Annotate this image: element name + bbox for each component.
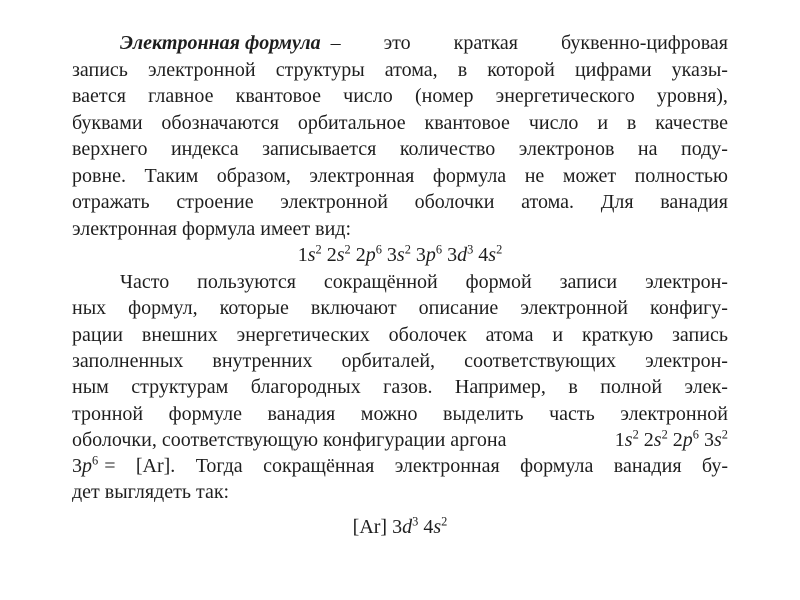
formula-term: $2s^2$ xyxy=(326,242,351,266)
paragraph-2-line-1: Часто пользуются сокращённой формой записи электрон- xyxy=(120,271,728,293)
argon-config-formula-cont xyxy=(72,453,98,479)
noble-gas-core: [Ar] xyxy=(352,516,388,538)
paragraph-2-line-2: ных формул, которые включают описание электронной конфигу- xyxy=(72,297,728,320)
paragraph-1-rest: – это краткая буквенно-цифровая xyxy=(330,32,728,54)
formula-term: $3s^2$ xyxy=(386,242,411,266)
paragraph-1-line-1 xyxy=(72,30,728,56)
paragraph-1-line-5: верхнего индекса записывается количество электронов на поду- xyxy=(72,138,728,160)
paragraph-2-line-5: ным структурам благородных газов. Например, в полной элек- xyxy=(72,376,728,399)
formula-term: $1s^2$ xyxy=(297,242,322,266)
formula-term: $4s^2$ xyxy=(423,514,448,538)
argon-config-text: оболочки, соответствующую конфигурации аргона xyxy=(72,429,507,451)
formula-term: $3p^6$ xyxy=(415,242,443,266)
short-formula-intro: = [Ar]. Тогда сокращённая электронная формула ванадия бу- xyxy=(104,455,728,477)
formula-term: $3d^3$ xyxy=(392,514,419,538)
paragraph-2-line-7 xyxy=(72,427,728,453)
paragraph-2-line-4: заполненных внутренних орбиталей, соответствующих электрон- xyxy=(72,349,728,372)
paragraph-1-line-8: электронная формула имеет вид: xyxy=(72,217,352,240)
formula-term: $2p^6$ xyxy=(672,427,699,451)
paragraph-2-line-8 xyxy=(72,453,728,479)
formula-term: $1s^2$ xyxy=(614,427,639,451)
paragraph-1-line-4: буквами обозначаются орбитальное квантовое число и в качестве xyxy=(72,111,728,134)
formula-term: $3d^3$ xyxy=(447,242,474,266)
paragraph-1-line-7: отражать строение электронной оболочки атома. Для ванадия xyxy=(72,191,728,213)
paragraph-2-line-9 xyxy=(72,479,728,505)
formula-term: $3s^2$ xyxy=(704,427,728,451)
formula-term: $2p^6$ xyxy=(355,242,382,266)
formula-term: $2s^2$ xyxy=(643,427,668,451)
formula-term: $3p^6$ xyxy=(72,453,99,477)
paragraph-1-line-3: вается главное квантовое число (номер энергетического уровня), xyxy=(72,85,728,107)
paragraph-2-line-3: рации внешних энергетических оболочек атома и краткую запись xyxy=(72,323,728,346)
formula-term: $4s^2$ xyxy=(478,242,503,266)
argon-config-formula xyxy=(615,427,728,453)
vanadium-short-formula xyxy=(72,514,728,540)
short-formula-lead: дет выглядеть так: xyxy=(72,481,230,503)
paragraph-2-line-6: тронной формуле ванадия можно выделить часть электронной xyxy=(72,402,728,425)
term-electron-formula: Электронная формула xyxy=(120,32,321,54)
paragraph-1-line-6: ровне. Таким образом, электронная формула не может полностью xyxy=(72,164,728,187)
vanadium-full-formula xyxy=(72,242,728,268)
paragraph-1-line-2: запись электронной структуры атома, в которой цифрами указы- xyxy=(72,58,728,81)
